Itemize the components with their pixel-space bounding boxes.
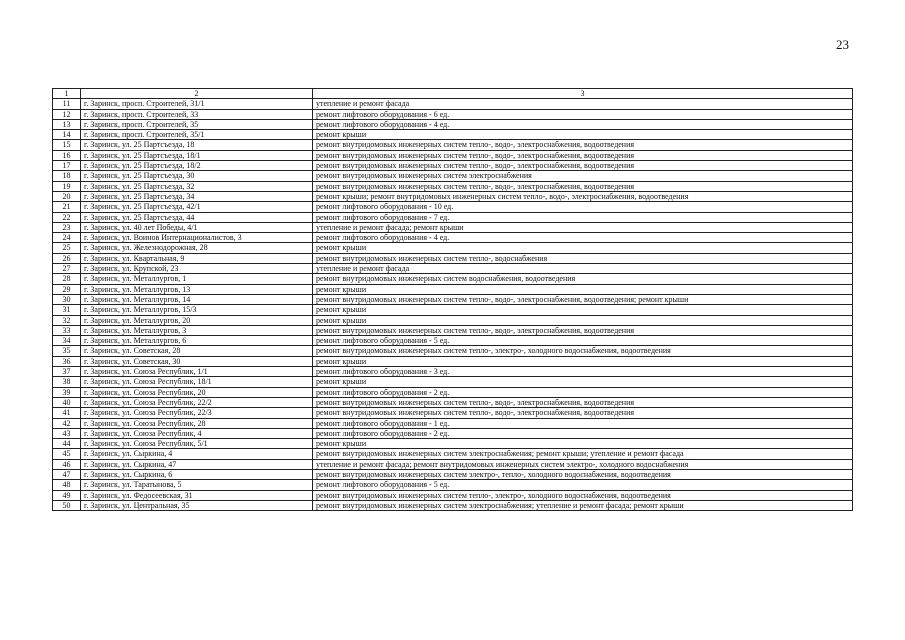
address-cell: г. Заринск, ул. Союза Республик, 22/2 [81, 397, 313, 407]
address-cell: г. Заринск, ул. 25 Партсъезда, 34 [81, 191, 313, 201]
address-cell: г. Заринск, ул. Металлургов, 3 [81, 325, 313, 335]
table-row [53, 377, 853, 387]
table-row [53, 439, 853, 449]
work-description-cell: ремонт внутридомовых инженерных систем тепло-, водо-, электроснабжения, водоотведения [313, 140, 853, 150]
table-row [53, 325, 853, 335]
row-number-cell: 38 [53, 377, 81, 387]
row-number-cell: 16 [53, 150, 81, 160]
table-row [53, 274, 853, 284]
table-row [53, 480, 853, 490]
work-description-cell: ремонт внутридомовых инженерных систем тепло-, водо-, электроснабжения, водоотведения [313, 181, 853, 191]
row-number-cell: 32 [53, 315, 81, 325]
work-description-cell: ремонт внутридомовых инженерных систем тепло-, водо-, электроснабжения, водоотведения [313, 408, 853, 418]
table-row [53, 140, 853, 150]
address-cell: г. Заринск, ул. Сыркина, 6 [81, 469, 313, 479]
work-description-cell: ремонт крыши; ремонт внутридомовых инженерных систем тепло-, водо-, электроснабжения, водоотведения [313, 191, 853, 201]
row-number-cell: 19 [53, 181, 81, 191]
row-number-cell: 12 [53, 109, 81, 119]
table-row [53, 490, 853, 500]
row-number-cell: 37 [53, 367, 81, 377]
table-row [53, 99, 853, 109]
row-number-cell: 43 [53, 428, 81, 438]
row-number-cell: 30 [53, 294, 81, 304]
table-row [53, 418, 853, 428]
work-description-cell: ремонт внутридомовых инженерных систем электро-, тепло-, холодного водоснабжения, водоотведения [313, 469, 853, 479]
table-row [53, 109, 853, 119]
address-cell: г. Заринск, ул. Металлургов, 20 [81, 315, 313, 325]
work-description-cell: ремонт крыши [313, 356, 853, 366]
table-row [53, 202, 853, 212]
table-body [53, 99, 853, 511]
table-row [53, 428, 853, 438]
work-description-cell: ремонт внутридомовых инженерных систем тепло-, водо-, электроснабжения, водоотведения [313, 161, 853, 171]
address-cell: г. Заринск, ул. 25 Партсъезда, 44 [81, 212, 313, 222]
work-description-cell: ремонт лифтового оборудования - 1 ед. [313, 418, 853, 428]
work-description-cell: ремонт лифтового оборудования - 5 ед. [313, 336, 853, 346]
address-cell: г. Заринск, ул. Крупской, 23 [81, 264, 313, 274]
address-cell: г. Заринск, ул. Союза Республик, 1/1 [81, 367, 313, 377]
address-cell: г. Заринск, ул. Металлургов, 6 [81, 336, 313, 346]
table-row [53, 397, 853, 407]
table-row [53, 459, 853, 469]
table-row [53, 243, 853, 253]
address-cell: г. Заринск, ул. Союза Республик, 28 [81, 418, 313, 428]
table-row [53, 449, 853, 459]
column-header-1: 1 [53, 89, 81, 99]
address-cell: г. Заринск, ул. Металлургов, 13 [81, 284, 313, 294]
table-row [53, 336, 853, 346]
address-cell: г. Заринск, ул. Советская, 30 [81, 356, 313, 366]
address-cell: г. Заринск, ул. Железнодорожная, 28 [81, 243, 313, 253]
work-description-cell: ремонт крыши [313, 377, 853, 387]
work-description-cell: ремонт внутридомовых инженерных систем электроснабжения; утепление и ремонт фасада; ремонт крыши [313, 500, 853, 510]
address-cell: г. Заринск, ул. Квартальная, 9 [81, 253, 313, 263]
row-number-cell: 35 [53, 346, 81, 356]
address-cell: г. Заринск, ул. 25 Партсъезда, 30 [81, 171, 313, 181]
row-number-cell: 34 [53, 336, 81, 346]
work-description-cell: ремонт внутридомовых инженерных систем тепло-, водо-, электроснабжения, водоотведения; ремонт крыши [313, 294, 853, 304]
row-number-cell: 26 [53, 253, 81, 263]
work-description-cell: ремонт крыши [313, 305, 853, 315]
row-number-cell: 42 [53, 418, 81, 428]
row-number-cell: 47 [53, 469, 81, 479]
address-cell: г. Заринск, ул. Союза Республик, 22/3 [81, 408, 313, 418]
row-number-cell: 18 [53, 171, 81, 181]
work-description-cell: ремонт внутридомовых инженерных систем тепло-, электро-, холодного водоснабжения, водоотведения [313, 346, 853, 356]
work-description-cell: утепление и ремонт фасада [313, 99, 853, 109]
address-cell: г. Заринск, ул. 40 лет Победы, 4/1 [81, 222, 313, 232]
address-cell: г. Заринск, ул. Металлургов, 1 [81, 274, 313, 284]
table-row [53, 284, 853, 294]
address-cell: г. Заринск, ул. Союза Республик, 5/1 [81, 439, 313, 449]
work-description-cell: ремонт лифтового оборудования - 2 ед. [313, 428, 853, 438]
address-cell: г. Заринск, ул. Союза Республик, 4 [81, 428, 313, 438]
address-cell: г. Заринск, ул. Воинов Интернационалистов, 3 [81, 233, 313, 243]
table-row [53, 294, 853, 304]
work-description-cell: ремонт внутридомовых инженерных систем тепло-, водо-, электроснабжения, водоотведения [313, 150, 853, 160]
row-number-cell: 45 [53, 449, 81, 459]
row-number-cell: 11 [53, 99, 81, 109]
table-row [53, 161, 853, 171]
address-cell: г. Заринск, ул. Сыркина, 4 [81, 449, 313, 459]
row-number-cell: 50 [53, 500, 81, 510]
work-description-cell: ремонт внутридомовых инженерных систем электроснабжения [313, 171, 853, 181]
address-cell: г. Заринск, просп. Строителей, 35/1 [81, 130, 313, 140]
work-description-cell: ремонт внутридомовых инженерных систем тепло-, водо-, электроснабжения, водоотведения [313, 397, 853, 407]
address-cell: г. Заринск, просп. Строителей, 31/1 [81, 99, 313, 109]
work-description-cell: ремонт внутридомовых инженерных систем водоснабжения, водоотведения [313, 274, 853, 284]
work-description-cell: утепление и ремонт фасада; ремонт внутридомовых инженерных систем электро-, холодного водоснабжения [313, 459, 853, 469]
table-row [53, 387, 853, 397]
address-cell: г. Заринск, ул. 25 Партсъезда, 32 [81, 181, 313, 191]
address-cell: г. Заринск, ул. Металлургов, 15/3 [81, 305, 313, 315]
table-row [53, 346, 853, 356]
row-number-cell: 23 [53, 222, 81, 232]
address-cell: г. Заринск, ул. Союза Республик, 20 [81, 387, 313, 397]
table-row [53, 181, 853, 191]
work-description-cell: ремонт лифтового оборудования - 3 ед. [313, 367, 853, 377]
work-description-cell: ремонт крыши [313, 315, 853, 325]
work-description-cell: ремонт лифтового оборудования - 6 ед. [313, 109, 853, 119]
row-number-cell: 17 [53, 161, 81, 171]
row-number-cell: 40 [53, 397, 81, 407]
table-row [53, 469, 853, 479]
table-row [53, 356, 853, 366]
row-number-cell: 31 [53, 305, 81, 315]
column-header-3: 3 [313, 89, 853, 99]
address-cell: г. Заринск, ул. Союза Республик, 18/1 [81, 377, 313, 387]
row-number-cell: 29 [53, 284, 81, 294]
page-number: 23 [836, 37, 849, 52]
row-number-cell: 20 [53, 191, 81, 201]
row-number-cell: 13 [53, 119, 81, 129]
work-description-cell: ремонт внутридомовых инженерных систем тепло-, водоснабжения [313, 253, 853, 263]
row-number-cell: 41 [53, 408, 81, 418]
address-cell: г. Заринск, ул. Металлургов, 14 [81, 294, 313, 304]
address-cell: г. Заринск, просп. Строителей, 35 [81, 119, 313, 129]
address-cell: г. Заринск, ул. Советская, 28 [81, 346, 313, 356]
work-description-cell: ремонт крыши [313, 130, 853, 140]
address-cell: г. Заринск, ул. Федосеевская, 31 [81, 490, 313, 500]
address-cell: г. Заринск, ул. Сыркина, 47 [81, 459, 313, 469]
work-description-cell: ремонт лифтового оборудования - 4 ед. [313, 119, 853, 129]
work-description-cell: ремонт внутридомовых инженерных систем тепло-, электро-, холодного водоснабжения, водоотведения [313, 490, 853, 500]
address-cell: г. Заринск, ул. 25 Партсъезда, 18 [81, 140, 313, 150]
row-number-cell: 28 [53, 274, 81, 284]
address-cell: г. Заринск, ул. 25 Партсъезда, 42/1 [81, 202, 313, 212]
row-number-cell: 48 [53, 480, 81, 490]
work-description-cell: ремонт лифтового оборудования - 10 ед. [313, 202, 853, 212]
row-number-cell: 36 [53, 356, 81, 366]
table-row [53, 212, 853, 222]
work-description-cell: ремонт крыши [313, 284, 853, 294]
row-number-cell: 39 [53, 387, 81, 397]
row-number-cell: 49 [53, 490, 81, 500]
work-description-cell: ремонт лифтового оборудования - 2 ед. [313, 387, 853, 397]
table-row [53, 264, 853, 274]
address-cell: г. Заринск, просп. Строителей, 33 [81, 109, 313, 119]
table-header [53, 89, 853, 99]
work-description-cell: ремонт внутридомовых инженерных систем тепло-, водо-, электроснабжения, водоотведения [313, 325, 853, 335]
work-description-cell: утепление и ремонт фасада [313, 264, 853, 274]
address-cell: г. Заринск, ул. 25 Партсъезда, 18/2 [81, 161, 313, 171]
row-number-cell: 44 [53, 439, 81, 449]
table-row [53, 315, 853, 325]
work-description-cell: утепление и ремонт фасада; ремонт крыши [313, 222, 853, 232]
column-header-2: 2 [81, 89, 313, 99]
row-number-cell: 46 [53, 459, 81, 469]
row-number-cell: 25 [53, 243, 81, 253]
work-description-cell: ремонт лифтового оборудования - 4 ед. [313, 233, 853, 243]
row-number-cell: 21 [53, 202, 81, 212]
work-description-cell: ремонт внутридомовых инженерных систем электроснабжения; ремонт крыши; утепление и ремонт фасада [313, 449, 853, 459]
row-number-cell: 27 [53, 264, 81, 274]
row-number-cell: 22 [53, 212, 81, 222]
row-number-cell: 24 [53, 233, 81, 243]
row-number-cell: 15 [53, 140, 81, 150]
table-row [53, 500, 853, 510]
repair-schedule-table [52, 88, 853, 511]
row-number-cell: 14 [53, 130, 81, 140]
work-description-cell: ремонт лифтового оборудования - 5 ед. [313, 480, 853, 490]
table-row [53, 253, 853, 263]
table-row [53, 408, 853, 418]
table-row [53, 233, 853, 243]
table-row [53, 367, 853, 377]
work-description-cell: ремонт крыши [313, 439, 853, 449]
table-row [53, 222, 853, 232]
table-row [53, 150, 853, 160]
table-row [53, 130, 853, 140]
table-row [53, 305, 853, 315]
address-cell: г. Заринск, ул. Центральная, 35 [81, 500, 313, 510]
work-description-cell: ремонт лифтового оборудования - 7 ед. [313, 212, 853, 222]
table-row [53, 171, 853, 181]
address-cell: г. Заринск, ул. Таратынова, 5 [81, 480, 313, 490]
table-row [53, 119, 853, 129]
table-row [53, 191, 853, 201]
row-number-cell: 33 [53, 325, 81, 335]
address-cell: г. Заринск, ул. 25 Партсъезда, 18/1 [81, 150, 313, 160]
table-header-row [53, 89, 853, 99]
work-description-cell: ремонт крыши [313, 243, 853, 253]
